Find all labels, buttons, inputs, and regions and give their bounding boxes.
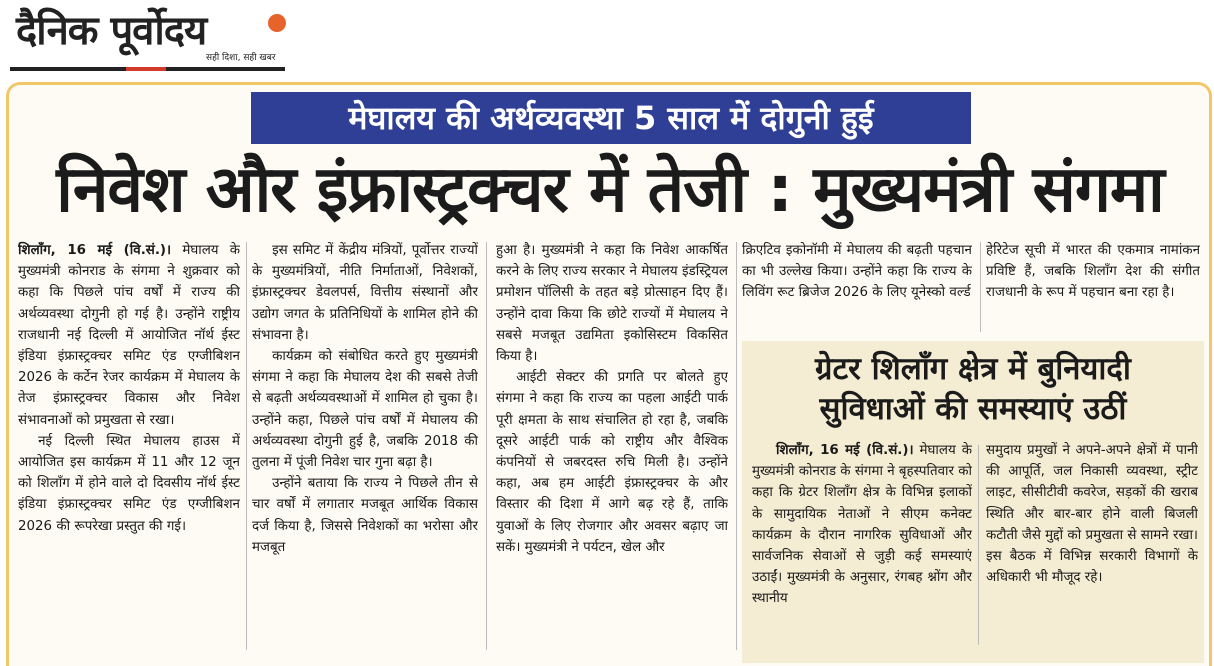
masthead-tagline: सही दिशा, सही खबर bbox=[206, 53, 276, 63]
article-column-3 bbox=[496, 240, 728, 650]
sidebar-dateline: शिलॉंग, 16 मई (वि.सं.)। bbox=[776, 443, 914, 458]
article-paragraph: उन्होंने बताया कि राज्य ने पिछले तीन से चार वर्षों में लगातार मजबूत आर्थिक विकास दर्ज किया है, जिससे निवेशकों का भरोसा और मजबूत bbox=[252, 476, 478, 555]
article-column-1 bbox=[18, 240, 240, 650]
sidebar-headline bbox=[742, 349, 1204, 429]
article-paragraph bbox=[18, 240, 240, 431]
paragraph-text: मेघालय के मुख्यमंत्री कोनराड के संगमा ने शुक्रवार को कहा कि पिछले पांच वर्षों में राज्य की अर्थव्यवस्था दोगुनी हो गई है। उन्होंने राष्ट्रीय राजधानी नई दिल्ली में आयोजित नॉर्थ ईस्ट इंडिया इंफ्रास्ट्रक्चर समिट एंड एग्जीबिशन 2026 के कर्टेन रेजर कार्यक्रम में मेघालय के तेज इंफ्रास्ट्रक्चर विकास और निवेश संभावनाओं को प्रमुखता से रखा। bbox=[18, 243, 240, 428]
column-rule bbox=[980, 242, 981, 332]
sidebar-column-1 bbox=[752, 440, 972, 655]
article-paragraph: आईटी सेक्टर की प्रगति पर बोलते हुए संगमा ने कहा कि राज्य का पहला आईटी पार्क पूरी क्षमता के साथ संचालित हो रहा है, जबकि दूसरे आईटी पार्क को राष्ट्रीय और वैश्विक कंपनियों से जबरदस्त रुचि मिली है। उन्होंने कहा, अब हम आईटी इंफ्रास्ट्रक्चर के और विस्तार की दिशा में आगे बढ़ रहे हैं, ताकि युवाओं के लिए रोजगार और अवसर बढ़ाए जा सकें। मुख्यमंत्री ने पर्यटन, खेल और bbox=[496, 370, 728, 555]
masthead bbox=[10, 4, 290, 70]
sidebar-paragraph bbox=[752, 440, 972, 610]
article-column-2 bbox=[252, 240, 478, 650]
column-rule bbox=[486, 242, 487, 650]
article-dateline: शिलॉंग, 16 मई (वि.सं.)। bbox=[18, 243, 172, 258]
sidebar-column-rule bbox=[978, 445, 979, 645]
sidebar-column-2 bbox=[986, 440, 1198, 655]
sidebar-headline-line: ग्रेटर शिलॉंग क्षेत्र में बुनियादी bbox=[815, 351, 1131, 387]
column-rule bbox=[736, 242, 737, 650]
article-kicker: मेघालय की अर्थव्यवस्था 5 साल में दोगुनी हुई bbox=[251, 92, 971, 144]
paragraph-text: मेघालय के मुख्यमंत्री कोनराड के संगमा ने बृहस्पतिवार को कहा कि ग्रेटर शिलॉंग क्षेत्र के विभिन्न इलाकों के सामुदायिक नेताओं ने सीएम कनेक्ट कार्यक्रम के दौरान नागरिक सुविधाओं और सार्वजनिक सेवाओं से जुड़ी कई समस्याएं उठाईं। मुख्यमंत्री के अनुसार, रंगबह श्नोंग और स्थानीय bbox=[752, 443, 972, 607]
article-paragraph: क्रिएटिव इकोनॉमी में मेघालय की बढ़ती पहचान का भी उल्लेख किया। उन्होंने कहा कि राज्य के लिविंग रूट ब्रिजेज 2026 के लिए यूनेस्को वर्ल्ड bbox=[742, 243, 972, 301]
article-paragraph: हुआ है। मुख्यमंत्री ने कहा कि निवेश आकर्षित करने के लिए राज्य सरकार ने मेघालय इंडस्ट्रियल प्रमोशन पॉलिसी के तहत बड़े प्रोत्साहन दिए हैं। उन्होंने दावा किया कि छोटे राज्यों में मेघालय ने सबसे मजबूत उद्यमिता इकोसिस्टम विकसित किया है। bbox=[496, 243, 728, 365]
article-paragraph: हेरिटेज सूची में भारत की एकमात्र नामांकन प्रविष्टि हैं, जबकि शिलॉंग देश की संगीत राजधानी के रूप में पहचान बना रहा है। bbox=[986, 243, 1200, 301]
article-paragraph: इस समिट में केंद्रीय मंत्रियों, पूर्वोत्तर राज्यों के मुख्यमंत्रियों, नीति निर्माताओं, निवेशकों, इंफ्रास्ट्रक्चर डेवलपर्स, वित्तीय संस्थानों और उद्योग जगत के प्रतिनिधियों के शामिल होने की संभावना है। bbox=[252, 243, 478, 343]
article-paragraph: कार्यक्रम को संबोधित करते हुए मुख्यमंत्री संगमा ने कहा कि मेघालय देश की सबसे तेजी से बढ़ती अर्थव्यवस्थाओं में शामिल हो चुका है। उन्होंने कहा, पिछले पांच वर्षों में मेघालय की अर्थव्यवस्था दोगुनी हुई है, जबकि 2018 की तुलना में पूंजी निवेश चार गुना बढ़ा है। bbox=[252, 349, 478, 471]
sidebar-headline-line: सुविधाओं की समस्याएं उठीं bbox=[819, 391, 1127, 427]
masthead-logo: दैनिक पूर्वोदय bbox=[16, 8, 207, 54]
masthead-rule-accent bbox=[126, 67, 166, 71]
logo-dot-icon bbox=[268, 14, 286, 32]
column-rule bbox=[246, 242, 247, 650]
article-headline: निवेश और इंफ्रास्ट्रक्चर में तेजी : मुख्यमंत्री संगमा bbox=[56, 153, 1164, 227]
article-paragraph: नई दिल्ली स्थित मेघालय हाउस में आयोजित इस कार्यक्रम में 11 और 12 जून को शिलॉंग में होने वाले दो दिवसीय नॉर्थ ईस्ट इंडिया इंफ्रास्ट्रक्चर समिट एंड एग्जीबिशन 2026 की रूपरेखा प्रस्तुत की गई। bbox=[18, 433, 240, 534]
sidebar-paragraph: समुदाय प्रमुखों ने अपने-अपने क्षेत्रों में पानी की आपूर्ति, जल निकासी व्यवस्था, स्ट्रीट लाइट, सीसीटीवी कवरेज, सड़कों की खराब स्थिति और बार-बार होने वाली बिजली कटौती जैसे मुद्दों को प्रमुखता से सामने रखा। इस बैठक में विभिन्न सरकारी विभागों के अधिकारी भी मौजूद रहे। bbox=[986, 443, 1198, 586]
article-column-4 bbox=[742, 240, 972, 336]
article-column-5 bbox=[986, 240, 1200, 336]
sidebar-story bbox=[742, 341, 1204, 663]
